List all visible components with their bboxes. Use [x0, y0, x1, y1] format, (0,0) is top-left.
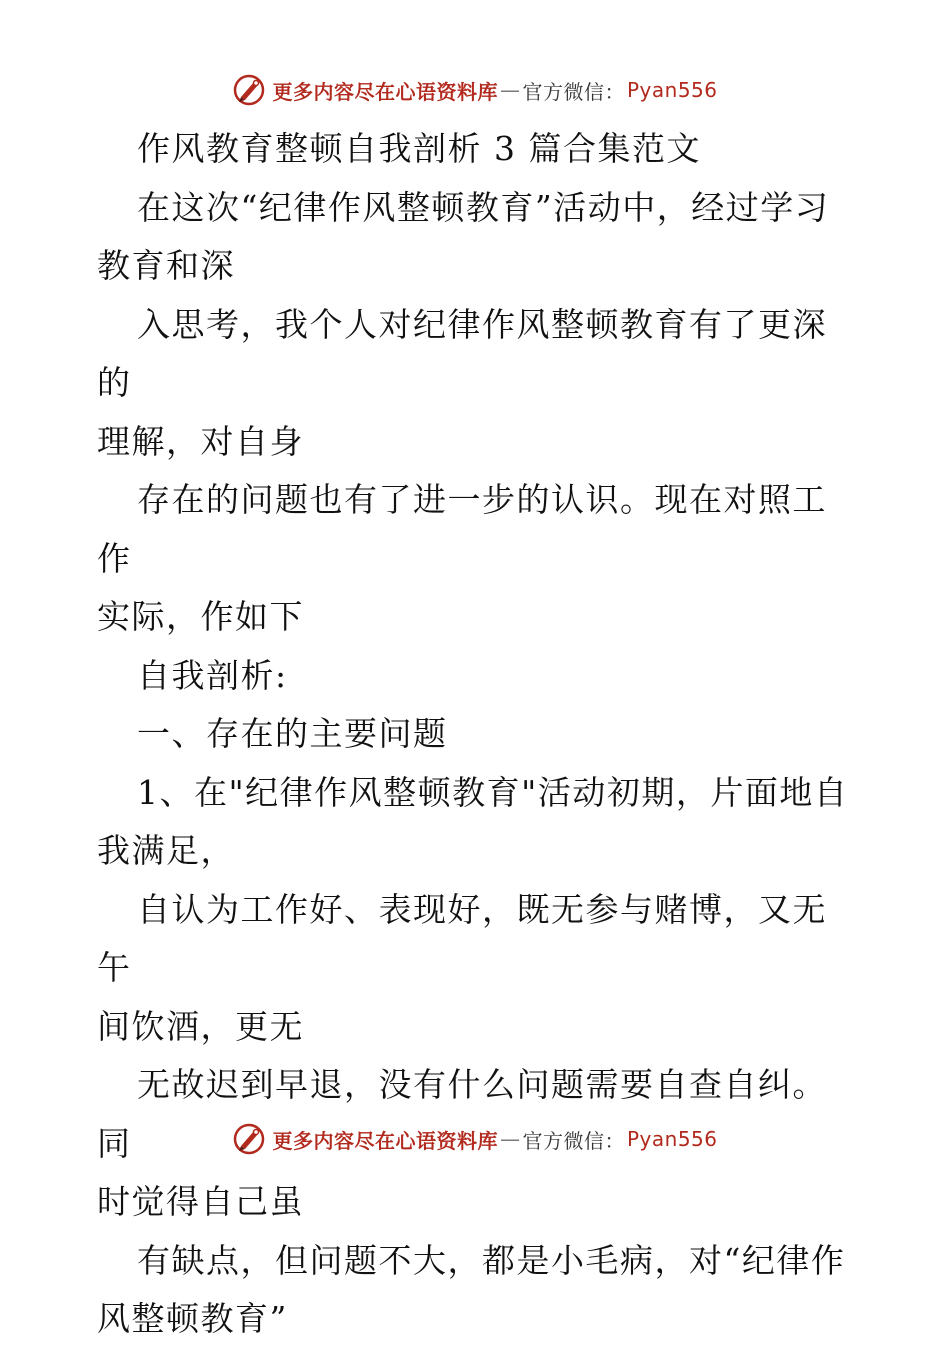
paragraph-line: 时觉得自己虽 — [97, 1182, 304, 1221]
paragraph-line: 理解，对自身 — [97, 421, 304, 461]
pen-logo-icon — [232, 73, 266, 107]
paragraph-line: 有缺点，但问题不大，都是小毛病，对“纪律作 — [137, 1240, 846, 1280]
brand-text: 更多内容尽在心语资料库 — [272, 1128, 498, 1153]
paragraph-line: 间饮酒，更无 — [97, 1006, 304, 1046]
footer-watermark-banner — [0, 1119, 950, 1159]
wechat-id: Pyan556 — [626, 78, 718, 102]
document-body — [97, 120, 855, 1349]
paragraph-line: 我满足， — [97, 831, 235, 870]
paragraph-line: 风整顿教育” — [97, 1299, 288, 1338]
banner-dash: — — [499, 78, 521, 102]
paragraph-line: 自我剖析: — [137, 655, 288, 695]
paragraph-line: 无故迟到早退，没有什么问题需要自查自纠。同 — [97, 1065, 827, 1163]
paragraph-line: 1、在"纪律作风整顿教育"活动初期，片面地自 — [137, 772, 849, 812]
document-title: 作风教育整顿自我剖析 3 篇合集范文 — [137, 129, 701, 168]
paragraph-line: 自认为工作好、表现好，既无参与赌博，又无午 — [97, 889, 827, 987]
header-watermark-banner — [0, 70, 950, 110]
paragraph-line: 入思考，我个人对纪律作风整顿教育有了更深的 — [97, 304, 827, 402]
wechat-id: Pyan556 — [626, 1127, 718, 1151]
paragraph-line: 存在的问题也有了进一步的认识。现在对照工作 — [97, 480, 827, 578]
brand-text: 更多内容尽在心语资料库 — [272, 79, 498, 104]
paragraph-line: 在这次“纪律作风整顿教育”活动中，经过学习 — [137, 187, 830, 227]
wechat-label: 官方微信： — [522, 79, 625, 104]
paragraph-line: 实际，作如下 — [97, 597, 304, 636]
paragraph-line: 教育和深 — [97, 246, 235, 285]
banner-dash: — — [499, 1127, 521, 1151]
wechat-label: 官方微信： — [522, 1128, 625, 1153]
section-heading: 一、存在的主要问题 — [137, 714, 448, 753]
pen-logo-icon — [232, 1122, 266, 1156]
